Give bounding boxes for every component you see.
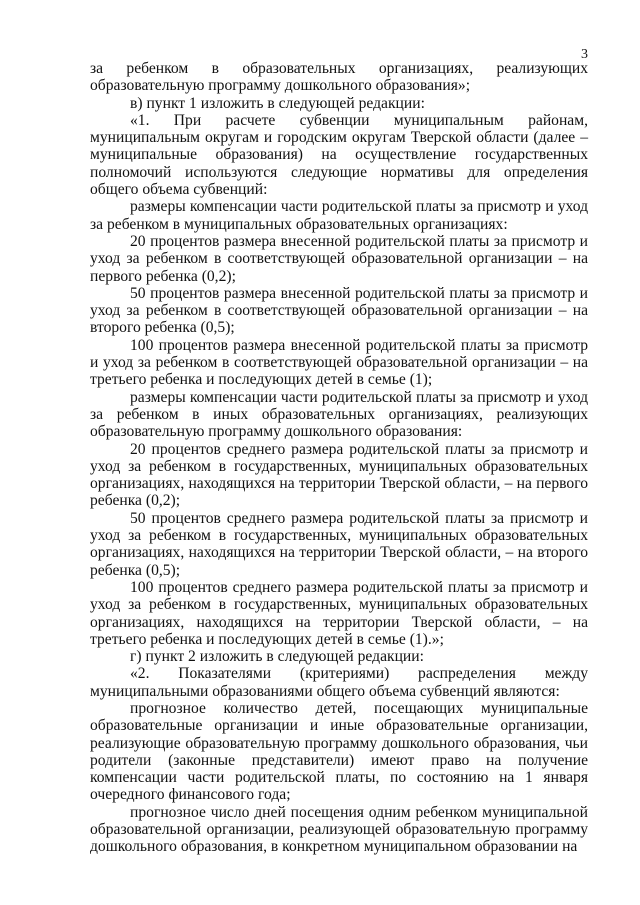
paragraph: в) пункт 1 изложить в следующей редакции: [130, 94, 425, 112]
paragraph: прогнозное число дней посещения одним ребенком муниципальной образовательной организации, реализующей образовательную программу дошкольного образования, в конкретном муниципальном образовании на [90, 803, 588, 856]
page-number: 3 [581, 47, 588, 62]
paragraph: размеры компенсации части родительской платы за присмотр и уход за ребенком в иных образовательных организациях, реализующих образовательную программу дошкольного образования: [90, 388, 588, 441]
paragraph: 50 процентов размера внесенной родительской платы за присмотр и уход за ребенком в соответствующей образовательной организации – на второго ребенка (0,5); [90, 284, 588, 337]
paragraph: 100 процентов размера внесенной родительской платы за присмотр и уход за ребенком в соответствующей образовательной организации – на третьего ребенка и последующих детей в семье (1); [90, 336, 588, 389]
paragraph: за ребенком в образовательных организациях, реализующих образовательную программу дошкольного образования»; [90, 60, 588, 95]
paragraph: 20 процентов размера внесенной родительской платы за присмотр и уход за ребенком в соответствующей образовательной организации – на первого ребенка (0,2); [90, 232, 588, 285]
paragraph: г) пункт 2 изложить в следующей редакции: [130, 648, 424, 666]
paragraph: «2. Показателями (критериями) распределения между муниципальными образованиями общего объема субвенций являются: [90, 665, 588, 700]
paragraph: размеры компенсации части родительской платы за присмотр и уход за ребенком в муниципальных образовательных организациях: [90, 198, 588, 233]
paragraph: прогнозное количество детей, посещающих муниципальные образовательные организации и иные образовательные организации, реализующие образовательную программу дошкольного образования, чьи родители (законные представители) имеют право на получение компенсации части родительской платы, по состоянию на 1 января очередного финансового года; [90, 699, 588, 804]
document-body [90, 60, 588, 856]
paragraph: «1. При расчете субвенции муниципальным районам, муниципальным округам и городским округам Тверской области (далее – муниципальные образования) на осуществление государственных полномочий используются следующие нормативы для определения общего объема субвенций: [90, 111, 588, 199]
paragraph: 20 процентов среднего размера родительской платы за присмотр и уход за ребенком в государственных, муниципальных образовательных организациях, находящихся на территории Тверской области, – на первого ребенка (0,2); [90, 440, 588, 510]
paragraph: 50 процентов среднего размера родительской платы за присмотр и уход за ребенком в государственных, муниципальных образовательных организациях, находящихся на территории Тверской области, – на второго ребенка (0,5); [90, 509, 588, 579]
paragraph: 100 процентов среднего размера родительской платы за присмотр и уход за ребенком в государственных, муниципальных образовательных организациях, находящихся на территории Тверской области, – на третьего ребенка и последующих детей в семье (1).»; [90, 578, 588, 648]
